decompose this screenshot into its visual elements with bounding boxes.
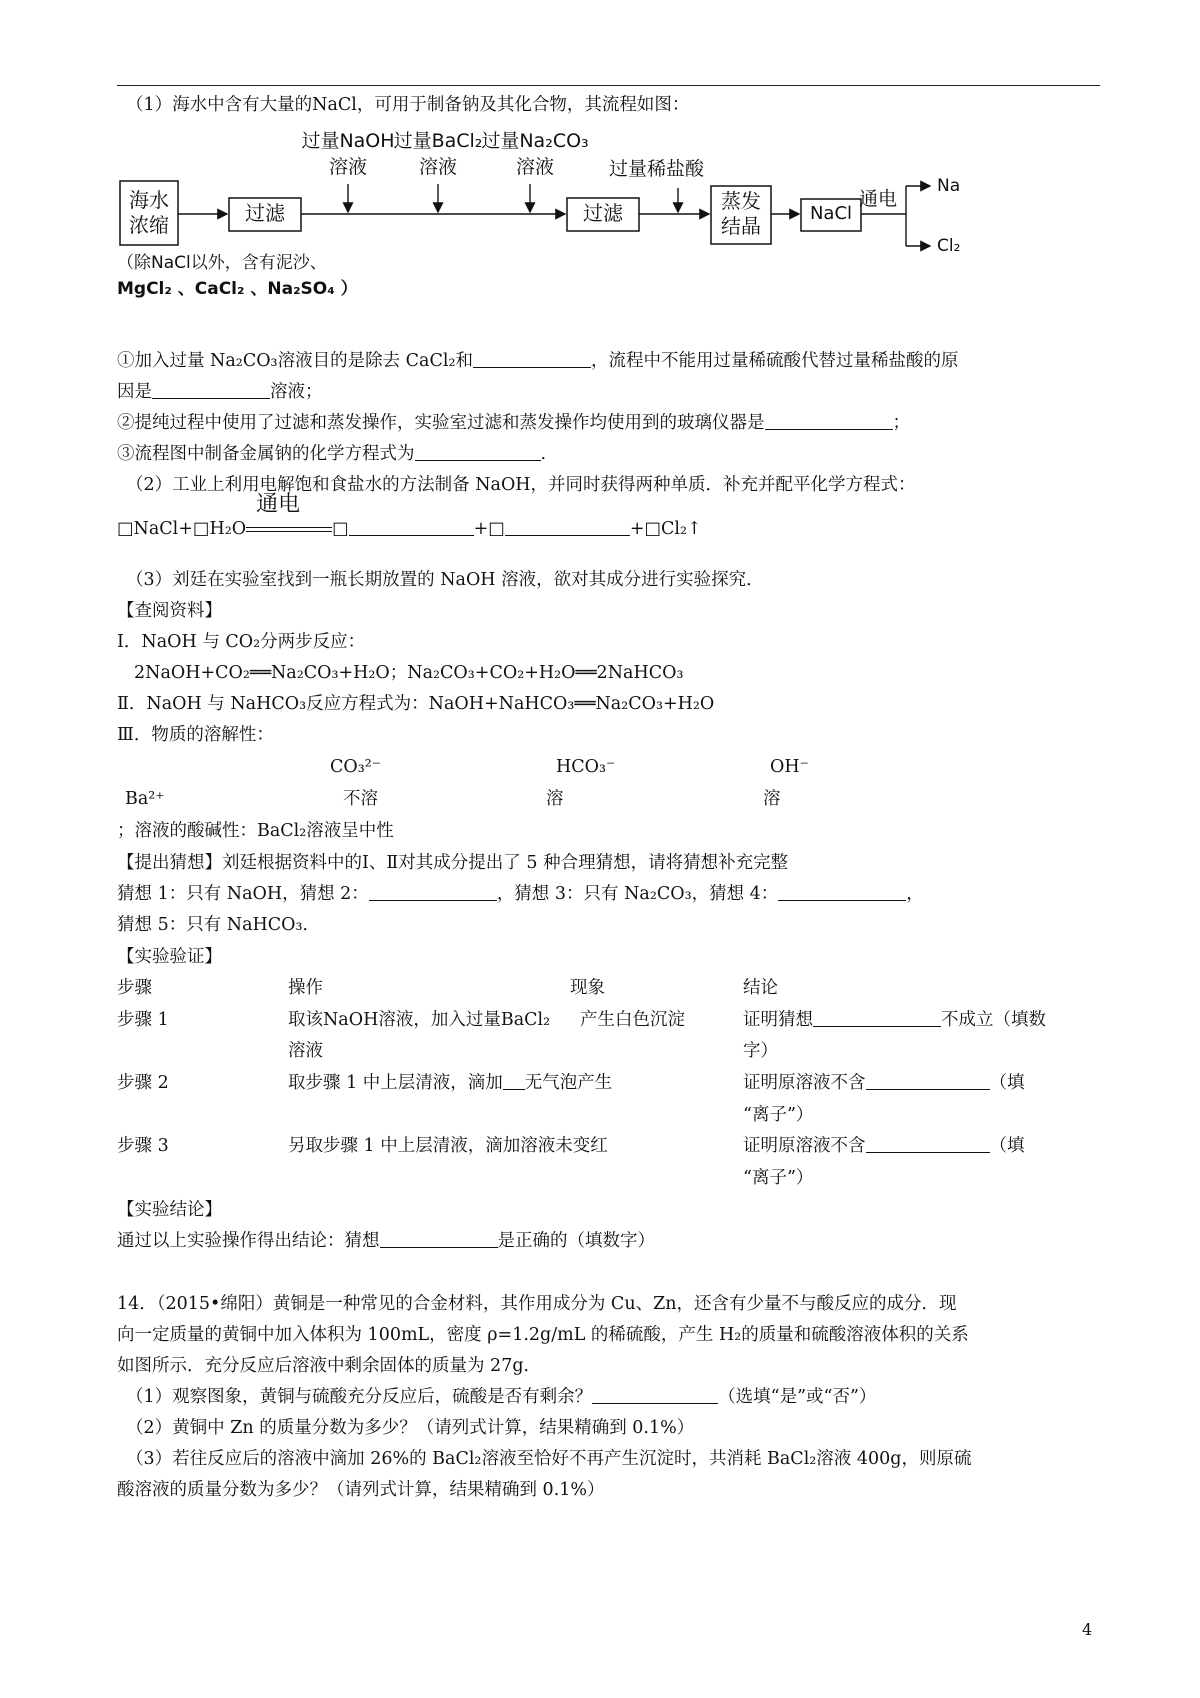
flow-diagram xyxy=(117,128,1077,328)
table-row-1-op-1: 取该NaOH溶液，加入过量BaCl₂ xyxy=(288,1010,551,1030)
flow-box-filter1: 过滤 xyxy=(245,201,285,225)
q3-conclusion-text-b: 是正确的（填数字） xyxy=(497,1231,655,1251)
sol-row-ba: Ba²⁺ xyxy=(125,789,165,809)
flow-electrolysis-label: 通电 xyxy=(859,188,898,210)
table-header-operation: 操作 xyxy=(288,978,323,998)
q3-guess-line xyxy=(117,883,924,905)
q14-part1 xyxy=(126,1386,876,1408)
table-row-1-op-2: 溶液 xyxy=(288,1041,323,1061)
table-row-1-c3: 字） xyxy=(743,1041,778,1061)
answer-blank[interactable] xyxy=(349,518,474,536)
answer-blank[interactable] xyxy=(380,1230,498,1248)
q2-eq-condition xyxy=(246,492,332,540)
answer-blank[interactable] xyxy=(473,350,591,368)
q1-sub1-text-c: 因是 xyxy=(117,382,152,402)
table-row-2-step: 步骤 2 xyxy=(117,1073,169,1093)
flow-reagent-hcl: 过量稀盐酸 xyxy=(609,158,705,180)
q3-conclusion-text-a: 通过以上实验操作得出结论：猜想 xyxy=(117,1231,380,1251)
table-row-3-c3: “离子”） xyxy=(743,1168,814,1188)
table-row-2-c3: “离子”） xyxy=(743,1105,814,1125)
q14-part3-line1: （3）若往反应后的溶液中滴加 26%的 BaCl₂溶液至恰好不再产生沉淀时，共消耗 BaCl₂溶液 400g，则原硫 xyxy=(126,1449,972,1469)
answer-blank[interactable] xyxy=(866,1135,990,1153)
table-row-1-step: 步骤 1 xyxy=(117,1010,169,1030)
table-row-3-step: 步骤 3 xyxy=(117,1136,169,1156)
answer-blank[interactable] xyxy=(592,1386,718,1404)
table-row-1-phenomenon: 产生白色沉淀 xyxy=(580,1010,685,1030)
table-row-2-phenomenon: 无气泡产生 xyxy=(524,1073,613,1093)
flow-reagent-na2co3 xyxy=(477,128,593,180)
flow-reagent-na2co3-line2: 溶液 xyxy=(515,156,554,178)
table-row-2-op xyxy=(288,1072,612,1094)
sol-header-co3: CO₃²⁻ xyxy=(330,757,382,777)
q2-eq-condition-text: 通电 xyxy=(256,492,301,517)
q2-eq-bar-bottom xyxy=(246,531,332,532)
q1-sub2 xyxy=(117,412,910,434)
q3-ref-heading: 【查阅资料】 xyxy=(117,601,222,621)
q3-guess-3: ， xyxy=(906,884,924,904)
sol-cell-2: 溶 xyxy=(546,789,564,809)
q1-sub3-end: . xyxy=(540,444,547,464)
q2-eq-bar-top xyxy=(246,527,332,528)
q14-part1-hint: （选填“是”或“否”） xyxy=(718,1387,877,1407)
flow-box-evaporate-line2: 结晶 xyxy=(721,214,761,238)
q14-part1-text: （1）观察图象，黄铜与硫酸充分反应后，硫酸是否有剩余？ xyxy=(126,1387,593,1407)
q1-sub1-text-a: ①加入过量 Na₂CO₃溶液目的是除去 CaCl₂和 xyxy=(117,351,473,371)
q14-line1: 14．（2015•绵阳）黄铜是一种常见的合金材料，其作用成分为 Cu、Zn，还含有少量不与酸反应的成分．现 xyxy=(117,1294,957,1314)
answer-blank[interactable] xyxy=(415,443,541,461)
header-rule xyxy=(117,85,1100,86)
table-row-2-conclusion xyxy=(743,1072,1025,1094)
flow-reagent-bacl2-line2: 溶液 xyxy=(418,156,457,178)
table-row-1-c1: 证明猜想 xyxy=(743,1010,813,1030)
answer-blank[interactable] xyxy=(503,1072,525,1090)
flow-box-filter2: 过滤 xyxy=(583,201,623,225)
table-row-2-c2: （填 xyxy=(989,1073,1025,1093)
table-row-2-c1: 证明原溶液不含 xyxy=(743,1073,866,1093)
flow-box-evaporate-line1: 蒸发 xyxy=(721,189,761,213)
flow-box-evaporate xyxy=(711,189,771,239)
flow-box-seawater-line1: 海水 xyxy=(129,188,169,212)
sol-cell-3: 溶 xyxy=(763,789,781,809)
q3-guess xyxy=(117,852,788,874)
q2-box1: □ xyxy=(332,519,349,539)
answer-blank[interactable] xyxy=(152,381,270,399)
q3-guess-1: 猜想 1：只有 NaOH，猜想 2： xyxy=(117,884,369,904)
answer-blank[interactable] xyxy=(765,412,893,430)
table-row-3-op-text: 另取步骤 1 中上层清液，滴加 xyxy=(288,1136,521,1156)
sol-header-oh: OH⁻ xyxy=(770,757,809,777)
table-header-conclusion: 结论 xyxy=(743,978,778,998)
answer-blank[interactable] xyxy=(369,883,497,901)
table-header-step: 步骤 xyxy=(117,978,152,998)
q3-ref-1-equation: 2NaOH+CO₂══Na₂CO₃+H₂O；Na₂CO₃+CO₂+H₂O══2NaHCO₃ xyxy=(134,663,684,683)
q14-line2: 向一定质量的黄铜中加入体积为 100mL，密度 ρ=1.2g/mL 的稀硫酸，产生 H₂的质量和硫酸溶液体积的关系 xyxy=(117,1325,969,1345)
flow-impurities-line1: （除NaCl以外，含有泥沙、 xyxy=(117,253,327,273)
page-number: 4 xyxy=(1082,1620,1093,1639)
sol-cell-1: 不溶 xyxy=(343,789,378,809)
flow-impurities-line2: MgCl₂ 、CaCl₂ 、Na₂SO₄ ） xyxy=(117,279,358,299)
q1-sub3-text: ③流程图中制备金属钠的化学方程式为 xyxy=(117,444,415,464)
q3-guess-5: 猜想 5：只有 NaHCO₃． xyxy=(117,915,321,935)
table-header-phenomenon: 现象 xyxy=(570,978,605,998)
q2-text: （2）工业上利用电解饱和食盐水的方法制备 NaOH，并同时获得两种单质．补充并配平化学方程式： xyxy=(126,475,916,495)
flow-reagent-naoh-line1: 过量NaOH xyxy=(301,130,395,152)
q2-plus: +□ xyxy=(473,519,505,539)
q1-sub3 xyxy=(117,443,546,465)
table-row-3-conclusion xyxy=(743,1135,1025,1157)
q1-sub2-text: ②提纯过程中使用了过滤和蒸发操作，实验室过滤和蒸发操作均使用到的玻璃仪器是 xyxy=(117,413,765,433)
q3-ref-1: Ⅰ．NaOH 与 CO₂分两步反应： xyxy=(117,632,366,652)
q14-part2: （2）黄铜中 Zn 的质量分数为多少？（请列式计算，结果精确到 0.1%） xyxy=(126,1418,695,1438)
q14-line3: 如图所示．充分反应后溶液中剩余固体的质量为 27g． xyxy=(117,1356,542,1376)
table-row-3-op xyxy=(288,1135,608,1157)
q3-exp-heading: 【实验验证】 xyxy=(117,947,222,967)
flow-reagent-bacl2-line1: 过量BaCl₂ xyxy=(393,130,483,152)
q2-equation xyxy=(117,492,702,540)
q14-part3-line2: 酸溶液的质量分数为多少？（请列式计算，结果精确到 0.1%） xyxy=(117,1480,605,1500)
table-row-2-op-text: 取步骤 1 中上层清液，滴加 xyxy=(288,1073,503,1093)
q3-acidity: ；溶液的酸碱性：BaCl₂溶液呈中性 xyxy=(117,821,394,841)
q2-tail: +□Cl₂↑ xyxy=(629,519,702,539)
q3-guess-text: 刘廷根据资料中的Ⅰ、Ⅱ对其成分提出了 5 种合理猜想，请将猜想补充完整 xyxy=(222,853,789,873)
table-row-3-c2: （填 xyxy=(989,1136,1025,1156)
q1-sub1-text-d: 溶液； xyxy=(270,382,323,402)
table-row-3-phenomenon: 溶液未变红 xyxy=(520,1136,608,1156)
flow-box-seawater-line2: 浓缩 xyxy=(129,213,169,237)
flow-reagent-naoh-line2: 溶液 xyxy=(328,156,367,178)
flow-product-na: Na xyxy=(937,176,961,196)
q1-sub1-line2 xyxy=(117,381,323,403)
answer-blank[interactable] xyxy=(505,518,630,536)
q3-ref-3: Ⅲ．物质的溶解性： xyxy=(117,725,274,745)
q1-intro: （1）海水中含有大量的NaCl，可用于制备钠及其化合物，其流程如图： xyxy=(126,95,690,115)
q1-sub1-text-b: ，流程中不能用过量稀硫酸代替过量稀盐酸的原 xyxy=(590,351,959,371)
q3-conclusion-heading: 【实验结论】 xyxy=(117,1200,222,1220)
q3-conclusion xyxy=(117,1230,655,1252)
q1-sub2-end: ； xyxy=(892,413,910,433)
table-row-1-c2: 不成立（填数 xyxy=(941,1010,1046,1030)
q3-ref-2: Ⅱ．NaOH 与 NaHCO₃反应方程式为：NaOH+NaHCO₃══Na₂CO₃+H₂O xyxy=(117,694,715,714)
q1-sub1-line1 xyxy=(117,350,958,372)
table-row-3-c1: 证明原溶液不含 xyxy=(743,1136,866,1156)
q3-guess-2: ，猜想 3：只有 Na₂CO₃，猜想 4： xyxy=(496,884,779,904)
q3-text: （3）刘廷在实验室找到一瓶长期放置的 NaOH 溶液，欲对其成分进行实验探究． xyxy=(126,570,764,590)
flow-box-seawater xyxy=(126,188,172,238)
table-row-1-conclusion xyxy=(743,1009,1046,1031)
flow-product-cl2: Cl₂ xyxy=(937,236,961,256)
q3-guess-heading: 【提出猜想】 xyxy=(117,853,222,873)
flow-reagent-na2co3-line1: 过量Na₂CO₃ xyxy=(481,130,589,152)
answer-blank[interactable] xyxy=(866,1072,990,1090)
flow-box-nacl: NaCl xyxy=(809,203,853,224)
q2-eq-left: □NaCl+□H₂O xyxy=(117,519,247,539)
sol-header-hco3: HCO₃⁻ xyxy=(556,757,616,777)
answer-blank[interactable] xyxy=(813,1009,941,1027)
answer-blank[interactable] xyxy=(778,883,906,901)
